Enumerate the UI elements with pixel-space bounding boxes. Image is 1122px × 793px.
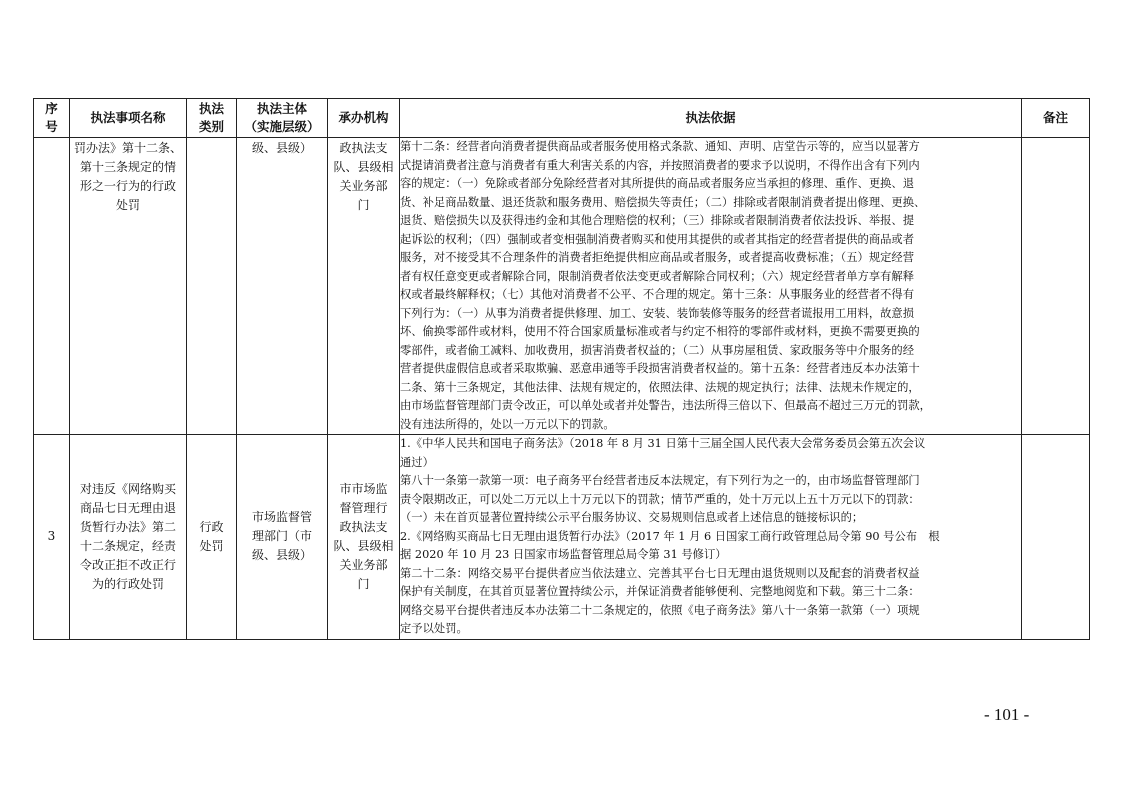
row2-basis-line: 第八十一条第一款第一项：电子商务平台经营者违反本法规定，有下列行为之一的，由市场监督管理部门 — [400, 474, 920, 487]
row1-basis-line: 容的规定：（一）免除或者部分免除经营者对其所提供的商品或者服务应当承担的修理、重作、更换、退 — [400, 177, 915, 190]
row1-basis-line: 营者提供虚假信息或者采取欺骗、恶意串通等手段损害消费者权益的。第十五条：经营者违反本办法第十 — [400, 362, 920, 375]
row2-subject-line: 理部门（市 — [251, 529, 312, 544]
row1-org-line: 门 — [357, 198, 370, 212]
row2-item-line: 令改正拒不改正行 — [79, 557, 176, 572]
row2-no-cell: 3 — [34, 435, 70, 640]
row2-basis-line: 据 2020 年 10 月 23 日国家市场监督管理总局令第 31 号修订） — [400, 548, 727, 561]
row2-basis-line: 网络交易平台提供者违反本办法第二十二条规定的，依照《电子商务法》第八十一条第一款第（一）项规 — [400, 603, 920, 617]
page-number: - 101 - — [984, 705, 1030, 724]
row1-basis-cell — [400, 138, 1022, 435]
row2-org-line: 市市场监 — [339, 481, 388, 496]
row1-basis-line: 货、补足商品数量、退还货款和服务费用、赔偿损失等责任；（二）排除或者限制消费者提出修理、更换、 — [400, 195, 926, 209]
row2-item-line: 货暂行办法》第二 — [79, 519, 176, 534]
row2-basis-line: （一）未在首页显著位置持续公示平台服务协议、交易规则信息或者上述信息的链接标识的； — [400, 511, 864, 524]
law-enforcement-table — [33, 98, 1090, 640]
header-note: 备注 — [1022, 99, 1090, 138]
row1-basis-line: 服务，对不接受其不合理条件的消费者拒绝提供相应商品或者服务，或者提高收费标准；（五）规定经营 — [400, 251, 915, 264]
row2-item-cell — [70, 435, 187, 640]
row2-org-line: 政执法支 — [339, 519, 388, 534]
row2-type-cell — [187, 435, 237, 640]
row2-org-line: 督管理行 — [339, 500, 388, 515]
header-no-line-1: 序 — [45, 101, 58, 116]
row1-item-cell — [70, 138, 187, 435]
row1-basis-line: 第十二条：经营者向消费者提供商品或者服务使用格式条款、通知、声明、店堂告示等的，应当以显著方 — [400, 140, 920, 153]
header-org: 承办机构 — [328, 99, 400, 138]
row1-item-line: 形之一行为的行政 — [79, 179, 176, 193]
row1-basis-line: 没有违法所得的，处以一万元以下的罚款。 — [400, 417, 615, 431]
row1-no-cell — [34, 138, 70, 435]
row2-org-cell — [328, 435, 400, 640]
row2-subject-line: 市场监督管 — [251, 510, 312, 525]
row2-item-line: 对违反《网络购买 — [79, 481, 176, 496]
table-row — [34, 435, 1090, 640]
row2-item-line: 商品七日无理由退 — [79, 500, 176, 515]
header-item-name: 执法事项名称 — [70, 99, 187, 138]
row1-basis-line: 权或者最终解释权；（七）其他对消费者不公平、不合理的规定。第十三条：从事服务业的经营者不得有 — [400, 288, 915, 301]
row1-basis-line: 者有权任意变更或者解除合同，限制消费者依法变更或者解除合同权利；（六）规定经营者单方享有解释 — [400, 269, 915, 283]
row2-subject-line: 级、县级） — [251, 548, 312, 563]
header-no-line-2: 号 — [45, 119, 58, 134]
row1-basis-line: 二条、第十三条规定，其他法律、法规有规定的，依照法律、法规的规定执行；法律、法规未作规定的， — [400, 380, 920, 394]
table-header-row — [34, 99, 1090, 138]
row2-basis-line: 第二十二条：网络交易平台提供者应当依法建立、完善其平台七日无理由退货规则以及配套的消费者权益 — [400, 566, 920, 580]
header-type-line-1: 执法 — [198, 101, 224, 116]
row1-basis-line: 式提请消费者注意与消费者有重大利害关系的内容，并按照消费者的要求予以说明，不得作出含有下列内 — [400, 158, 920, 172]
row1-basis-line: 坏、偷换零部件或材料，使用不符合国家质量标准或者与约定不相符的零部件或材料，更换不需要更换的 — [400, 325, 920, 338]
row2-basis-line: 责令限期改正，可以处二万元以上十万元以下的罚款；情节严重的，处十万元以上五十万元以下的罚款： — [400, 492, 920, 506]
row2-type-line: 行政 — [199, 519, 224, 534]
row1-org-line: 政执法支 — [339, 141, 388, 155]
row1-note-cell — [1022, 138, 1090, 435]
row1-item-line: 第十三条规定的情 — [79, 160, 176, 174]
header-subject-line-1: 执法主体 — [256, 101, 307, 116]
row2-type-line: 处罚 — [199, 538, 224, 553]
table-row — [34, 138, 1090, 435]
row1-org-cell — [328, 138, 400, 435]
row2-basis-line: 1.《中华人民共和国电子商务法》（2018 年 8 月 31 日第十三届全国人民代表大会常务委员会第五次会议 — [400, 437, 926, 450]
row1-basis-line: 退货、赔偿损失以及获得违约金和其他合理赔偿的权利；（三）排除或者限制消费者依法投诉、举报、提 — [400, 214, 915, 227]
header-subject — [237, 99, 328, 138]
row2-org-line: 关业务部 — [339, 557, 388, 572]
row2-org-line: 门 — [357, 576, 370, 591]
row2-note-cell — [1022, 435, 1090, 640]
row1-basis-line: 下列行为：（一）从事为消费者提供修理、加工、安装、装饰装修等服务的经营者谎报用工用料，故意损 — [400, 306, 915, 320]
header-basis: 执法依据 — [400, 99, 1022, 138]
row1-basis-line: 由市场监督管理部门责令改正，可以单处或者并处警告，违法所得三倍以下、但最高不超过三万元的罚款， — [400, 399, 931, 412]
header-type — [187, 99, 237, 138]
header-subject-line-2: （实施层级） — [244, 119, 320, 134]
row2-basis-line: 保护有关制度，在其首页显著位置持续公示，并保证消费者能够便利、完整地阅览和下载。第三十二条： — [400, 585, 920, 598]
row1-item-line: 处罚 — [115, 198, 140, 212]
row2-item-line: 为的行政处罚 — [91, 576, 164, 591]
row1-org-line: 关业务部 — [339, 179, 388, 193]
row2-basis-line: 定予以处罚。 — [400, 622, 468, 635]
row1-type-cell — [187, 138, 237, 435]
row1-subject-cell — [237, 138, 328, 435]
row2-item-line: 十二条规定，经责 — [79, 538, 176, 553]
row2-subject-cell — [237, 435, 328, 640]
row2-org-line: 队、县级相 — [333, 538, 394, 553]
row2-basis-line: 通过） — [400, 455, 434, 469]
row2-basis-line: 2.《网络购买商品七日无理由退货暂行办法》（2017 年 1 月 6 日国家工商行政管理总局令第 90 号公布 根 — [400, 529, 940, 543]
row1-item-line: 罚办法》第十二条、 — [73, 141, 182, 155]
row1-basis-line: 起诉讼的权利；（四）强制或者变相强制消费者购买和使用其提供的或者其指定的经营者提供的商品或者 — [400, 232, 915, 246]
row1-basis-line: 零部件，或者偷工减料、加收费用，损害消费者权益的；（二）从事房屋租赁、家政服务等中介服务的经 — [400, 343, 915, 357]
row1-org-line: 队、县级相 — [333, 160, 394, 174]
row2-basis-cell — [400, 435, 1022, 640]
row1-subject-line: 级、县级） — [251, 141, 312, 155]
header-type-line-2: 类别 — [198, 119, 224, 134]
header-no — [34, 99, 70, 138]
